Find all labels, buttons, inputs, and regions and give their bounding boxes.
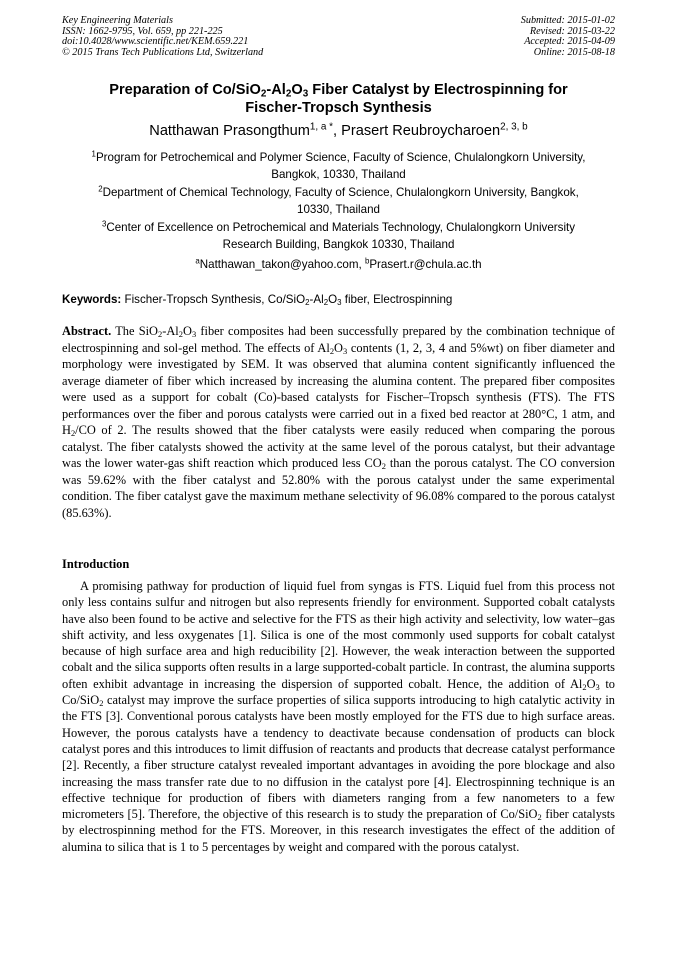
journal-name: Key Engineering Materials bbox=[62, 15, 173, 26]
keywords-text: O bbox=[328, 293, 338, 306]
title-line-1 bbox=[62, 81, 615, 99]
intro-text: catalyst may improve the surface properties of silica supports introducing to high catalytic activity in the FTS [3]. Conventional porous catalysts have been mostly employed for the FTS due to high surface areas. However, the porous catalysts have a tendency to deactivate because condensation of products can block catalyst pores and this introduces to limit diffusion of reactants and products that decrease catalyst performance [2]. Recently, a fiber structure catalyst revealed important advantages in avoiding the pore blockage and also increasing the mass transfer rate due to no diffusion in the catalyst pore [4]. Electrospinning technique is an effective technique for production of fibers with diameters ranging from a few nanometers to a few micrometers [5]. Therefore, the objective of this research is to study the preparation of Co/SiO bbox=[62, 693, 615, 822]
abstract bbox=[62, 323, 615, 521]
intro-text: O bbox=[586, 676, 596, 691]
abstract-subscript: 2 bbox=[70, 428, 76, 439]
introduction-paragraph bbox=[62, 578, 615, 855]
intro-subscript: 3 bbox=[595, 681, 600, 692]
abstract-label: Abstract. bbox=[62, 324, 112, 338]
keywords-label: Keywords: bbox=[62, 293, 122, 306]
accepted-date: Accepted: 2015-04-09 bbox=[524, 36, 615, 48]
affiliation-line: 10330, Thailand bbox=[297, 203, 380, 216]
abstract-subscript: 3 bbox=[191, 329, 197, 340]
author-list bbox=[62, 122, 615, 140]
affiliation-text: Center of Excellence on Petrochemical and Materials Technology, Chulalongkorn University bbox=[106, 221, 576, 234]
email-marker: b bbox=[364, 256, 370, 266]
keywords bbox=[62, 292, 615, 308]
affiliation-line: Bangkok, 10330, Thailand bbox=[271, 168, 406, 181]
abstract-text: /CO of 2. The results showed that the fiber catalysts were easily reduced when comparing the porous catalyst. The fiber catalysts showed the activity at the same level of the porous catalyst, but their advantage was the lower water-gas shift reaction which produced less CO bbox=[62, 423, 615, 470]
title-part: -Al bbox=[266, 82, 286, 98]
intro-subscript: 2 bbox=[537, 812, 542, 823]
title-subscript: 2 bbox=[260, 88, 267, 100]
abstract-text: than the porous catalyst. The CO conversion was 59.62% with the fiber catalyst and 52.80% with the porous catalyst under the same experimental condition. The fiber catalyst gave the maximum methane selectivity of 96.08% compared to the porous catalyst (85.63%). bbox=[62, 456, 615, 520]
affiliation-1 bbox=[62, 149, 615, 183]
abstract-text: O bbox=[182, 324, 192, 338]
author-name: Natthawan Prasongthum bbox=[149, 123, 310, 139]
author-affiliation-marker: 1, a * bbox=[309, 121, 334, 133]
keywords-subscript: 3 bbox=[337, 297, 342, 307]
abstract-text: The SiO bbox=[111, 324, 159, 338]
intro-text: fiber catalysts by electrospinning method for the FTS. Moreover, in this research investigates the effect of the addition of alumina to silica that is 1 to 5 percentages by weight and compared with the porous catalyst. bbox=[62, 807, 615, 854]
author-name: Prasert Reubroycharoen bbox=[341, 123, 501, 139]
revised-date: Revised: 2015-03-22 bbox=[529, 25, 615, 37]
affiliation-number: 3 bbox=[101, 219, 107, 229]
affiliation-text: Department of Chemical Technology, Faculty of Science, Chulalongkorn University, Bangkok, bbox=[102, 186, 579, 199]
affiliation-2 bbox=[62, 184, 615, 218]
abstract-subscript: 2 bbox=[329, 345, 335, 356]
paper-title bbox=[62, 81, 615, 117]
affiliation-number: 1 bbox=[91, 149, 96, 159]
doi: doi:10.4028/www.scientific.net/KEM.659.221 bbox=[62, 36, 249, 48]
issn: ISSN: 1662-9795, Vol. 659, pp 221-225 bbox=[62, 25, 223, 37]
email-link[interactable]: Prasert.r@chula.ac.th bbox=[369, 258, 482, 271]
online-date: Online: 2015-08-18 bbox=[533, 46, 615, 58]
abstract-text: O bbox=[334, 340, 343, 355]
keywords-subscript: 2 bbox=[305, 297, 310, 307]
abstract-text: contents (1, 2, 3, 4 and 5%wt) on fiber diameter and morphology were investigated by SEM. It was observed that alumina content significantly influenced the average diameter of fiber which increased by increasing the alumina content. The prepared fiber composites were used as a support for cobalt (Co)-based catalysts for Fischer–Tropsch synthesis (FTS). The FTS performances over the fiber and porous catalysts were carried out in a fixed bed reactor at 280°C, 1 atm, and H bbox=[62, 340, 615, 437]
author-affiliation-marker: 2, 3, b bbox=[500, 121, 528, 133]
submitted-date: Submitted: 2015-01-02 bbox=[520, 15, 615, 26]
author-separator: , bbox=[333, 123, 342, 139]
header-right bbox=[521, 16, 615, 58]
abstract-subscript: 2 bbox=[381, 461, 386, 472]
intro-text: A promising pathway for production of liquid fuel from syngas is FTS. Liquid fuel from this process not only less contains sulfur and nitrogen but also represents friendly for environment. Supported cobalt catalysts have also been found to be active and selective for the FTS as their high activity and selectivity, low water–gas shift activity, and less oxygenates [1]. Silica is one of the most commonly used supports for cobalt catalyst because of high surface area and high reducibility [2]. However, the weak interaction between the supported cobalt and the silica supports often results in a large supported-cobalt particle. In contrast, the alumina supports often exhibit advantage in increasing the dispersion of supported cobalt. Hence, the addition of Al bbox=[62, 579, 615, 691]
intro-subscript: 2 bbox=[582, 681, 587, 692]
keywords-subscript: 2 bbox=[323, 297, 329, 307]
title-part: Fiber Catalyst by Electrospinning for bbox=[308, 82, 568, 98]
abstract-text: -Al bbox=[162, 324, 179, 338]
affiliation-number: 2 bbox=[98, 184, 103, 194]
email-link[interactable]: Natthawan_takon@yahoo.com, bbox=[199, 258, 365, 271]
abstract-subscript: 2 bbox=[178, 329, 183, 340]
affiliation-line bbox=[62, 184, 615, 201]
keywords-text: -Al bbox=[309, 293, 324, 306]
affiliation-3 bbox=[62, 219, 615, 253]
keywords-text: Fischer-Tropsch Synthesis, Co/SiO bbox=[121, 293, 306, 306]
abstract-subscript: 2 bbox=[158, 329, 163, 340]
title-subscript: 3 bbox=[302, 88, 309, 100]
intro-text: to Co/SiO bbox=[62, 676, 615, 708]
header-left bbox=[62, 16, 263, 58]
title-part: Preparation of Co/SiO bbox=[109, 82, 261, 98]
intro-subscript: 2 bbox=[99, 698, 104, 709]
affiliation-line bbox=[62, 219, 615, 236]
affiliation-text: Program for Petrochemical and Polymer Science, Faculty of Science, Chulalongkorn University, bbox=[95, 151, 586, 164]
title-part: O bbox=[291, 82, 303, 98]
copyright: © 2015 Trans Tech Publications Ltd, Switzerland bbox=[62, 46, 264, 58]
affiliation-line bbox=[62, 149, 615, 166]
affiliation-line: Research Building, Bangkok 10330, Thailand bbox=[222, 238, 455, 251]
keywords-text: fiber, Electrospinning bbox=[341, 293, 453, 306]
abstract-text: fiber composites had been successfully prepared by the combination technique of electrospinning and sol-gel method. The effects of Al bbox=[62, 324, 615, 355]
title-subscript: 2 bbox=[285, 88, 292, 100]
email-marker: a bbox=[195, 256, 200, 266]
section-heading-introduction: Introduction bbox=[62, 557, 130, 571]
author-emails bbox=[62, 256, 615, 273]
abstract-subscript: 3 bbox=[342, 345, 348, 356]
title-line-2: Fischer-Tropsch Synthesis bbox=[245, 100, 432, 116]
